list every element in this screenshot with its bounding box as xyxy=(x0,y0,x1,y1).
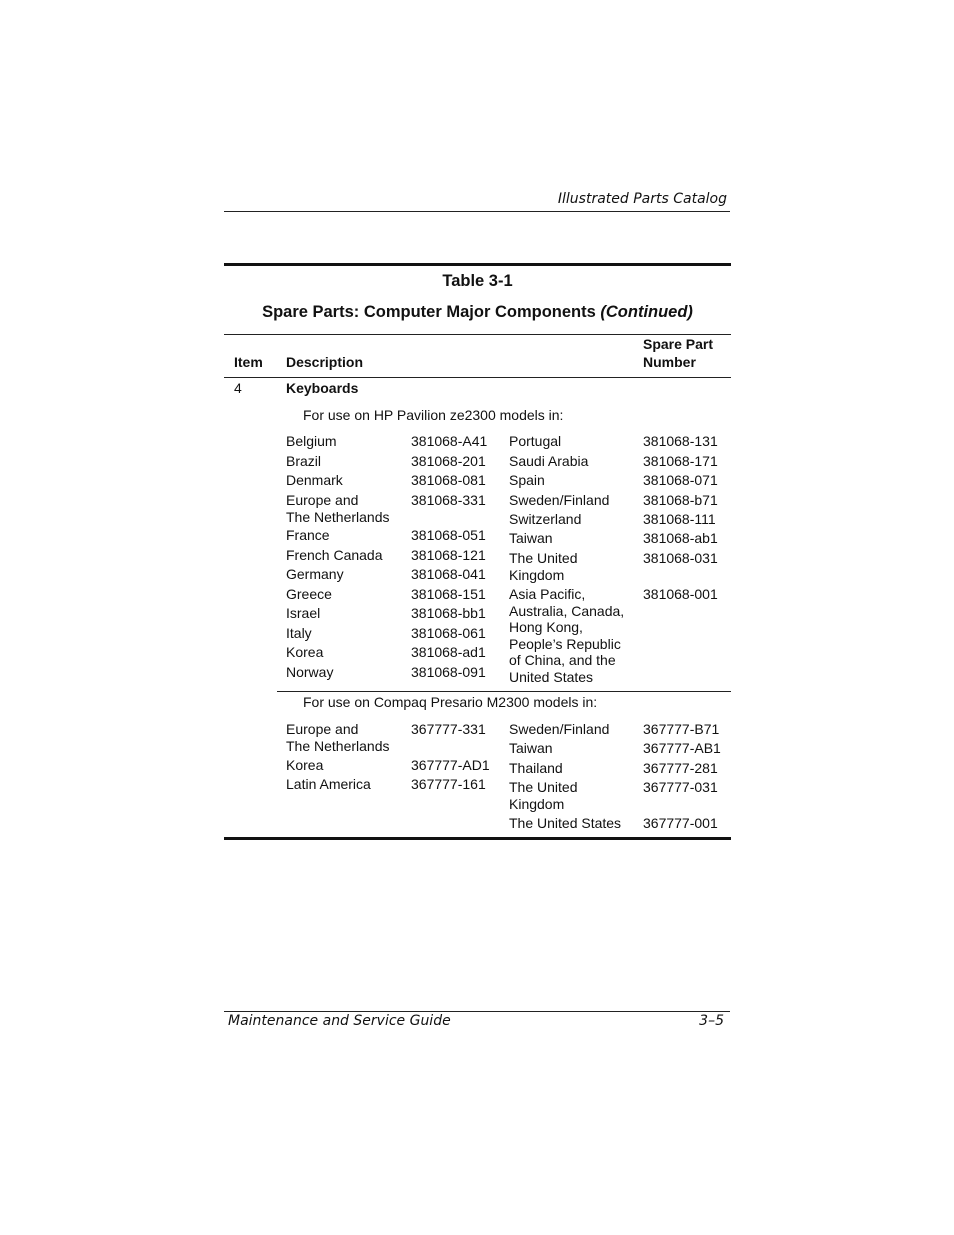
country-name: Sweden/Finland xyxy=(509,721,610,737)
table-top-rule xyxy=(224,263,731,266)
country-name: The United Kingdom xyxy=(509,550,578,583)
spare-part-number: 381068-171 xyxy=(643,453,718,469)
header-rule xyxy=(224,211,730,212)
running-header: Illustrated Parts Catalog xyxy=(557,191,727,207)
country-name: French Canada xyxy=(286,547,383,563)
country-name: Denmark xyxy=(286,472,343,488)
spare-part-number: 367777-281 xyxy=(643,760,718,776)
spare-part-number: 367777-001 xyxy=(643,815,718,831)
country-name: Latin America xyxy=(286,776,371,792)
country-name: Israel xyxy=(286,605,321,621)
page-number: 3–5 xyxy=(699,1013,724,1029)
spare-part-number: 367777-161 xyxy=(411,776,486,792)
spare-part-number: 381068-121 xyxy=(411,547,486,563)
col-header-spare-part: Spare Part Number xyxy=(643,336,714,370)
section-divider xyxy=(277,691,731,692)
country-name: Italy xyxy=(286,625,312,641)
country-name: The United Kingdom xyxy=(509,779,578,812)
col-header-description: Description xyxy=(286,354,364,370)
spare-part-number: 367777-AD1 xyxy=(411,757,490,773)
spare-part-number: 367777-331 xyxy=(411,721,486,737)
col-header-item: Item xyxy=(234,354,263,370)
country-name: Korea xyxy=(286,757,324,773)
country-name: Saudi Arabia xyxy=(509,453,589,469)
country-name: Thailand xyxy=(509,760,563,776)
table-title xyxy=(224,303,731,322)
item-number: 4 xyxy=(234,380,242,396)
spare-part-number: 367777-AB1 xyxy=(643,740,721,756)
country-name: Europe and The Netherlands xyxy=(286,492,390,525)
compaq-intro: For use on Compaq Presario M2300 models in: xyxy=(303,694,598,710)
header-rule-bottom xyxy=(224,377,731,378)
spare-part-number: 381068-041 xyxy=(411,566,486,582)
spare-part-number: 381068-091 xyxy=(411,664,486,680)
pavilion-intro: For use on HP Pavilion ze2300 models in: xyxy=(303,407,564,423)
country-name: France xyxy=(286,527,330,543)
country-name: Norway xyxy=(286,664,334,680)
table-number: Table 3-1 xyxy=(442,272,513,290)
spare-part-number: 381068-b71 xyxy=(643,492,718,508)
spare-part-number: 381068-ab1 xyxy=(643,530,718,546)
spare-part-number: 381068-061 xyxy=(411,625,486,641)
spare-part-number: 367777-031 xyxy=(643,779,718,795)
country-name: Portugal xyxy=(509,433,562,449)
spare-part-number: 367777-B71 xyxy=(643,721,720,737)
country-name: Asia Pacific, Australia, Canada, Hong Kong, People’s Republic of China, and the United States xyxy=(509,586,625,685)
spare-part-number: 381068-071 xyxy=(643,472,718,488)
spare-part-number: 381068-001 xyxy=(643,586,718,602)
footer-title: Maintenance and Service Guide xyxy=(228,1013,451,1029)
country-name: Germany xyxy=(286,566,344,582)
country-name: Spain xyxy=(509,472,545,488)
spare-part-number: 381068-151 xyxy=(411,586,486,602)
spare-part-number: 381068-111 xyxy=(643,511,716,527)
country-name: Greece xyxy=(286,586,332,602)
country-name: Taiwan xyxy=(509,530,553,546)
item-name: Keyboards xyxy=(286,380,359,396)
spare-part-number: 381068-131 xyxy=(643,433,718,449)
spare-part-number: 381068-331 xyxy=(411,492,486,508)
spare-part-number: 381068-201 xyxy=(411,453,486,469)
country-name: Switzerland xyxy=(509,511,582,527)
country-name: Sweden/Finland xyxy=(509,492,610,508)
footer-rule xyxy=(224,1011,730,1012)
spare-part-number: 381068-ad1 xyxy=(411,644,486,660)
spare-part-number: 381068-031 xyxy=(643,550,718,566)
spare-part-number: 381068-bb1 xyxy=(411,605,486,621)
spare-part-number: 381068-A41 xyxy=(411,433,488,449)
country-name: Europe and The Netherlands xyxy=(286,721,390,754)
country-name: Taiwan xyxy=(509,740,553,756)
spare-part-number: 381068-081 xyxy=(411,472,486,488)
country-name: The United States xyxy=(509,815,622,831)
country-name: Brazil xyxy=(286,453,322,469)
table-title-suffix: (Continued) xyxy=(600,303,693,321)
spare-part-number: 381068-051 xyxy=(411,527,486,543)
country-name: Korea xyxy=(286,644,324,660)
table-title-text: Spare Parts: Computer Major Components xyxy=(262,303,596,321)
country-name: Belgium xyxy=(286,433,337,449)
table-bottom-rule xyxy=(224,837,731,840)
